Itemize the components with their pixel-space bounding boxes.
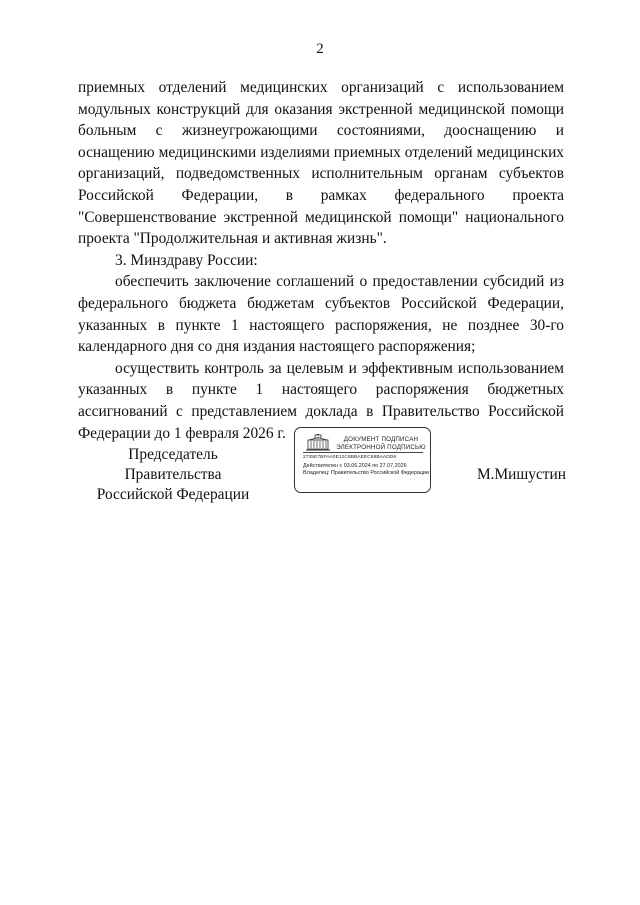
- stamp-title-line-1: ДОКУМЕНТ ПОДПИСАН: [343, 436, 419, 443]
- stamp-validity-period: Действителен с 03.06.2024 по 27.07.2026: [303, 463, 407, 469]
- paragraph-control: осуществить контроль за целевым и эффективным использованием указанных в пункте 1 настоящего распоряжения бюджетных ассигнований с представлением доклада в Правительство Российской Федерации до 1 февраля 2026 г.: [78, 359, 564, 442]
- signatory-name: М.Мишустин: [476, 466, 566, 483]
- paragraph-continuation: приемных отделений медицинских организаций с использованием модульных конструкций для оказания экстренной медицинской помощи больным с жизнеугрожающими состояниями, дооснащению и оснащению медицинскими изделиями приемных отделений медицинских организаций, подведомственных исполнительным органам субъектов Российской Федерации, в рамках федерального проекта "Совершенствование экстренной медицинской помощи" национального проекта "Продолжительная и активная жизнь".: [78, 79, 564, 248]
- signatory-title-line-2: Российской Федерации: [96, 486, 250, 503]
- stamp-title-line-2: ЭЛЕКТРОННОЙ ПОДПИСЬЮ: [336, 443, 426, 451]
- signatory-title-line-1: Председатель Правительства: [124, 446, 222, 483]
- stamp-owner: Владелец: Правительство Российской Федерации: [303, 470, 429, 476]
- paragraph-item-3-heading: 3. Минздраву России:: [115, 251, 258, 269]
- paragraph-agreements: обеспечить заключение соглашений о предоставлении субсидий из федерального бюджета бюджетам субъектов Российской Федерации, указанных в пункте 1 настоящего распоряжения, не позднее 30-го календарного дня со дня издания настоящего распоряжения;: [78, 273, 564, 356]
- signatory-title: [78, 445, 268, 505]
- stamp-title: [333, 436, 429, 451]
- electronic-signature-stamp: [294, 427, 431, 493]
- stamp-divider: [303, 452, 423, 453]
- stamp-certificate-number: 2735E7BFAA0E12C6BBAEEC68BAADD6: [303, 455, 397, 460]
- page-number: 2: [316, 41, 324, 57]
- document-body: [78, 77, 564, 444]
- government-building-emblem-icon: [305, 434, 331, 452]
